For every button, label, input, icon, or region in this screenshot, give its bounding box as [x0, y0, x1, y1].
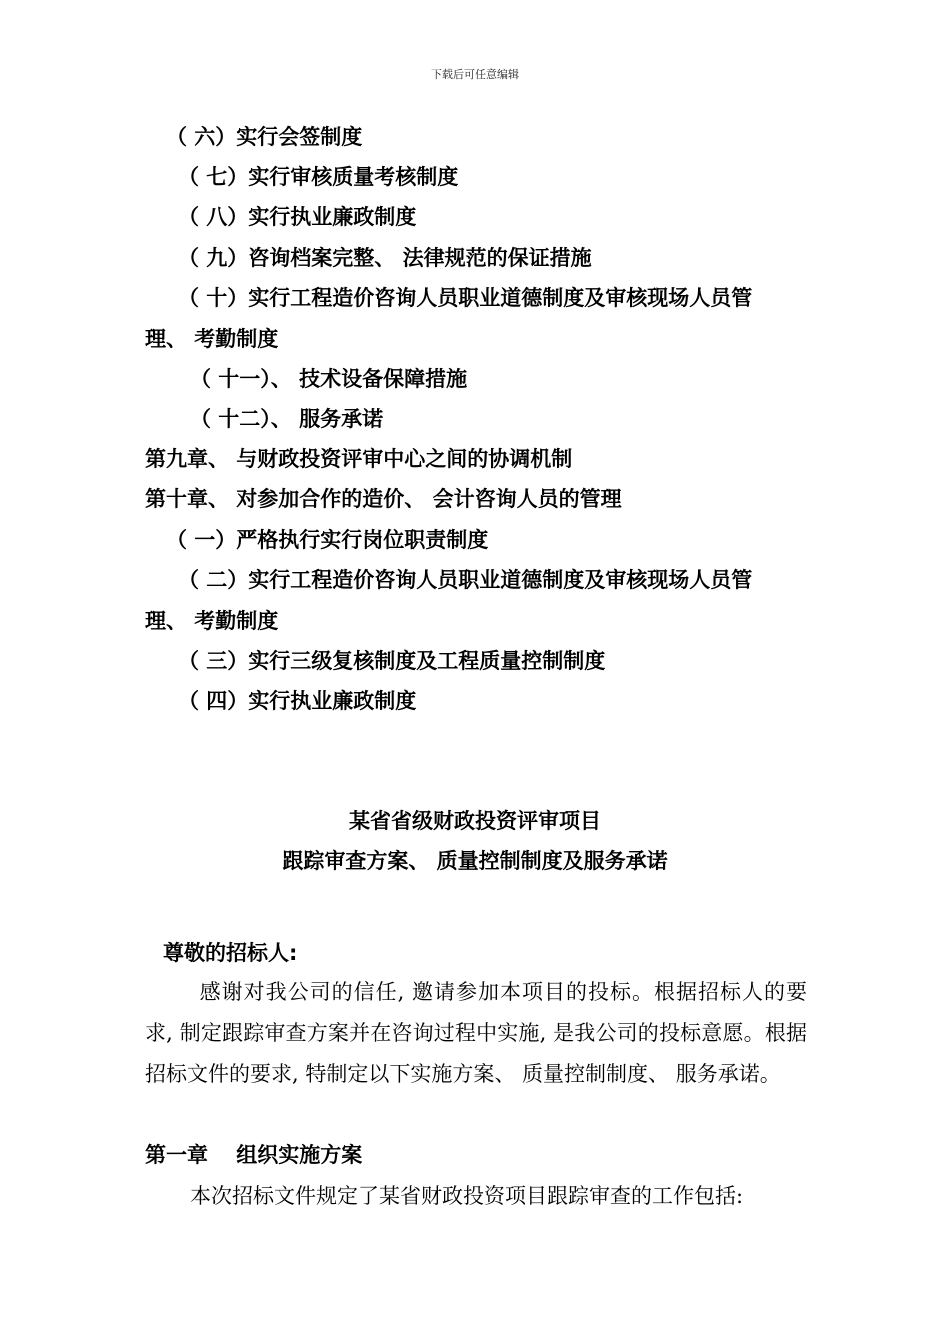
toc-item: （ 十二）、 服务承诺	[190, 407, 384, 431]
toc-item: （ 三）实行三级复核制度及工程质量控制制度	[178, 649, 606, 673]
toc-item: （ 十）实行工程造价咨询人员职业道德制度及审核现场人员管	[178, 286, 753, 310]
chapter-body-text: 本次招标文件规定了某省财政投资项目跟踪审查的工作包括:	[190, 1184, 744, 1208]
page-header-note: 下载后可任意编辑	[431, 68, 519, 81]
toc-item: （ 七）实行审核质量考核制度	[178, 165, 459, 189]
toc-item: 理、 考勤制度	[145, 327, 279, 351]
chapter-heading: 第一章 组织实施方案	[145, 1143, 363, 1167]
toc-chapter: 第十章、 对参加合作的造价、 会计咨询人员的管理	[145, 487, 622, 511]
toc-item: （ 十一）、 技术设备保障措施	[190, 367, 468, 391]
toc-item: （ 四）实行执业廉政制度	[178, 689, 417, 713]
toc-item: （ 一）严格执行实行岗位职责制度	[166, 528, 489, 552]
toc-item: （ 九）咨询档案完整、 法律规范的保证措施	[178, 246, 592, 270]
toc-chapter: 第九章、 与财政投资评审中心之间的协调机制	[145, 447, 573, 471]
toc-item: （ 六）实行会签制度	[166, 125, 363, 149]
intro-paragraph: 感谢对我公司的信任, 邀请参加本项目的投标。根据招标人的要求, 制定跟踪审查方案并在咨询过程中实施, 是我公司的投标意愿。根据招标文件的要求, 特制定以下实施方案、 质量控制制度、 服务承诺。	[145, 980, 807, 1086]
toc-item: 理、 考勤制度	[145, 609, 279, 633]
document-title: 某省省级财政投资评审项目	[349, 809, 601, 833]
toc-item: （ 八）实行执业廉政制度	[178, 205, 417, 229]
toc-item: （ 二）实行工程造价咨询人员职业道德制度及审核现场人员管	[178, 568, 753, 592]
salutation: 尊敬的招标人:	[163, 941, 298, 965]
document-subtitle: 跟踪审查方案、 质量控制制度及服务承诺	[282, 849, 668, 873]
